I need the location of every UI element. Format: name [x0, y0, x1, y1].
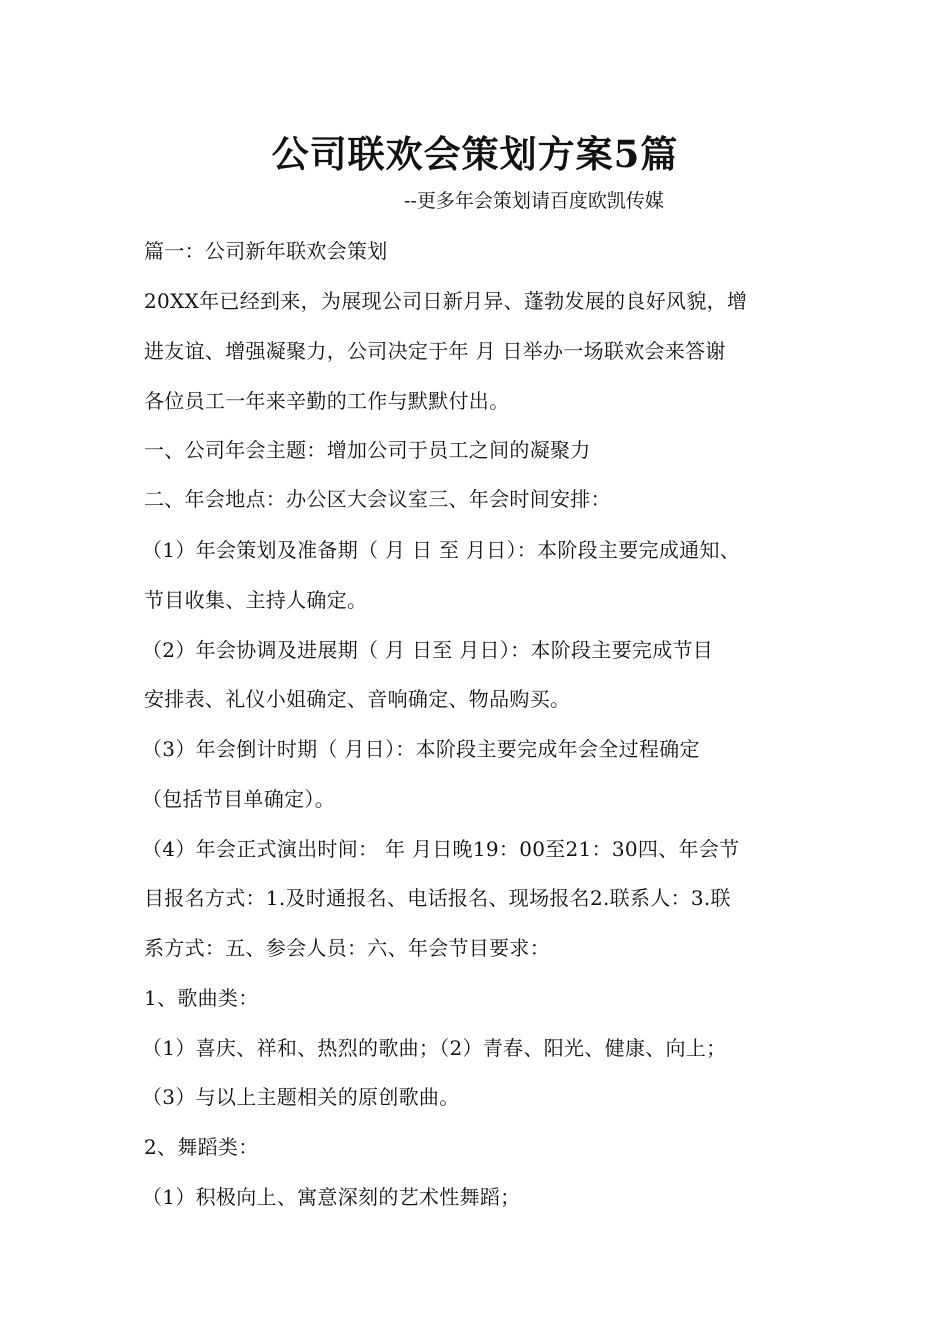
- paragraph-line: 进友谊、增强凝聚力，公司决定于年 月 日举办一场联欢会来答谢: [144, 339, 726, 363]
- paragraph-line: 目报名方式：1.及时通报名、电话报名、现场报名2.联系人：3.联: [144, 886, 731, 910]
- paragraph-line: 二、年会地点：办公区大会议室三、年会时间安排：: [144, 487, 611, 511]
- paragraph-line: （2）年会协调及进展期（ 月 日至 月日）：本阶段主要完成节目: [142, 638, 714, 662]
- paragraph-line: （3）与以上主题相关的原创歌曲。: [142, 1085, 460, 1109]
- paragraph-line: （4）年会正式演出时间： 年 月日晚19：00至21：30四、年会节: [142, 837, 740, 861]
- paragraph-line: 一、公司年会主题：增加公司于员工之间的凝聚力: [144, 438, 591, 462]
- paragraph-line: 篇一：公司新年联欢会策划: [144, 239, 388, 263]
- paragraph-line: （包括节目单确定）。: [142, 787, 335, 811]
- document-subtitle: --更多年会策划请百度欧凯传媒: [404, 190, 664, 212]
- paragraph-line: 系方式：五、参会人员：六、年会节目要求：: [144, 936, 550, 960]
- paragraph-line: 各位员工一年来辛勤的工作与默默付出。: [144, 389, 510, 413]
- paragraph-line: （1）年会策划及准备期（ 月 日 至 月日）：本阶段主要完成通知、: [142, 538, 741, 562]
- paragraph-line: （3）年会倒计时期（ 月日）：本阶段主要完成年会全过程确定: [142, 737, 700, 761]
- paragraph-line: 20XX年已经到来，为展现公司日新月异、蓬勃发展的良好风貌，增: [144, 289, 748, 313]
- paragraph-line: 1、歌曲类：: [144, 986, 259, 1010]
- paragraph-line: 安排表、礼仪小姐确定、音响确定、物品购买。: [144, 687, 571, 711]
- document-title: 公司联欢会策划方案5篇: [271, 132, 679, 176]
- paragraph-line: 节目收集、主持人确定。: [144, 588, 368, 612]
- paragraph-line: 2、舞蹈类：: [144, 1135, 259, 1159]
- paragraph-line: （1）喜庆、祥和、热烈的歌曲；（2）青春、阳光、健康、向上；: [142, 1036, 727, 1060]
- paragraph-line: （1）积极向上、寓意深刻的艺术性舞蹈；: [142, 1185, 521, 1209]
